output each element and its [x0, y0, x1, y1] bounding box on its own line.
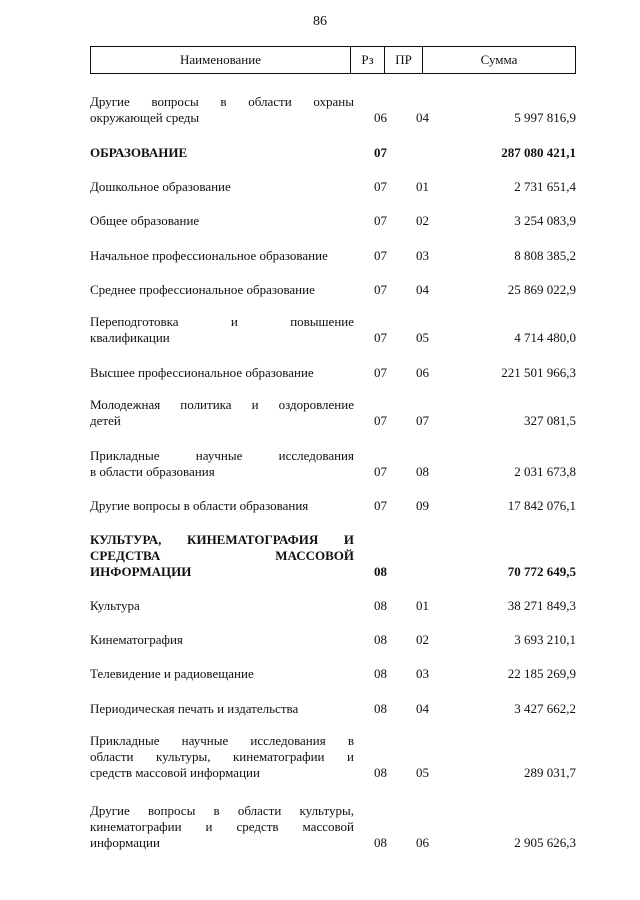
row-sum: 2 905 626,3 [514, 835, 576, 850]
row-rz: 08 [374, 564, 387, 579]
row-name-line: ОБРАЗОВАНИЕ [90, 145, 188, 160]
row-name-line: окружающей среды [90, 110, 200, 125]
row-pr: 02 [416, 632, 429, 647]
row-rz: 08 [374, 632, 387, 647]
row-name [90, 213, 354, 229]
row-name-line: Высшее профессиональное образование [90, 365, 314, 380]
row-pr: 02 [416, 213, 429, 228]
row-name-line: Кинематография [90, 632, 183, 647]
row-sum: 8 808 385,2 [514, 248, 576, 263]
row-name-line: Другие вопросы в области охраны [90, 94, 354, 109]
row-rz: 08 [374, 701, 387, 716]
row-name-line: КУЛЬТУРА, КИНЕМАТОГРАФИЯ И [90, 532, 354, 547]
row-sum: 3 254 083,9 [514, 213, 576, 228]
row-name-line: СРЕДСТВА МАССОВОЙ [90, 548, 354, 563]
row-name [90, 248, 354, 264]
row-name-line: Общее образование [90, 213, 200, 228]
table-row [90, 179, 576, 195]
row-sum: 70 772 649,5 [507, 564, 576, 579]
row-name [90, 282, 354, 298]
row-name-line: Прикладные научные исследования в [90, 733, 354, 748]
row-name-line: информации [90, 835, 160, 850]
row-pr: 03 [416, 666, 429, 681]
table-row [90, 632, 576, 648]
row-pr: 09 [416, 498, 429, 513]
row-rz: 07 [374, 282, 387, 297]
row-sum: 4 714 480,0 [514, 330, 576, 345]
table-row [90, 365, 576, 381]
row-pr: 06 [416, 365, 429, 380]
row-pr: 04 [416, 282, 429, 297]
row-name-line: Начальное профессиональное образование [90, 248, 328, 263]
row-pr: 08 [416, 464, 429, 479]
row-name-line: Прикладные научные исследования [90, 448, 354, 463]
table-row [90, 448, 576, 480]
table-row [90, 397, 576, 429]
row-sum: 221 501 966,3 [501, 365, 576, 380]
row-name-line: Молодежная политика и оздоровление [90, 397, 354, 412]
row-rz: 08 [374, 598, 387, 613]
row-sum: 3 427 662,2 [514, 701, 576, 716]
row-name [90, 314, 354, 346]
row-rz: 07 [374, 248, 387, 263]
table-row [90, 666, 576, 682]
row-name [90, 701, 354, 717]
row-pr: 06 [416, 835, 429, 850]
row-name [90, 365, 354, 381]
row-sum: 17 842 076,1 [507, 498, 576, 513]
row-rz: 07 [374, 464, 387, 479]
row-pr: 05 [416, 330, 429, 345]
row-name-line: средств массовой информации [90, 765, 260, 780]
header-rz: Рз [351, 47, 385, 73]
row-name-line: Культура [90, 598, 140, 613]
table-row [90, 733, 576, 781]
row-name-line: Среднее профессиональное образование [90, 282, 315, 297]
row-rz: 07 [374, 179, 387, 194]
table-row [90, 598, 576, 614]
row-name [90, 666, 354, 682]
table-row [90, 213, 576, 229]
table-row [90, 701, 576, 717]
table-row [90, 314, 576, 346]
table-header [90, 46, 576, 74]
row-sum: 25 869 022,9 [507, 282, 576, 297]
row-name [90, 94, 354, 126]
row-rz: 08 [374, 666, 387, 681]
row-rz: 07 [374, 330, 387, 345]
row-pr: 01 [416, 179, 429, 194]
row-pr: 04 [416, 110, 429, 125]
page-number: 86 [313, 14, 327, 29]
row-rz: 08 [374, 765, 387, 780]
row-sum: 2 731 651,4 [514, 179, 576, 194]
row-name [90, 632, 354, 648]
row-pr: 05 [416, 765, 429, 780]
row-rz: 07 [374, 365, 387, 380]
row-rz: 07 [374, 498, 387, 513]
header-name: Наименование [91, 47, 351, 73]
row-rz: 08 [374, 835, 387, 850]
row-rz: 07 [374, 145, 387, 160]
row-rz: 06 [374, 110, 387, 125]
row-name-line: области культуры, кинематографии и [90, 749, 354, 764]
row-name-line: в области образования [90, 464, 215, 479]
row-sum: 3 693 210,1 [514, 632, 576, 647]
row-sum: 2 031 673,8 [514, 464, 576, 479]
row-sum: 289 031,7 [524, 765, 576, 780]
row-name [90, 397, 354, 429]
table-row [90, 145, 576, 161]
row-sum: 22 185 269,9 [507, 666, 576, 681]
row-name-line: квалификации [90, 330, 170, 345]
row-name [90, 498, 354, 514]
header-sum: Сумма [480, 52, 518, 67]
row-name [90, 145, 354, 161]
row-sum: 287 080 421,1 [501, 145, 576, 160]
table-row [90, 803, 576, 851]
row-name [90, 733, 354, 781]
row-sum: 38 271 849,3 [507, 598, 576, 613]
row-sum: 5 997 816,9 [514, 110, 576, 125]
row-name [90, 448, 354, 480]
row-name-line: Дошкольное образование [90, 179, 231, 194]
row-name [90, 803, 354, 851]
row-pr: 03 [416, 248, 429, 263]
row-name-line: детей [90, 413, 121, 428]
row-pr: 07 [416, 413, 429, 428]
row-name-line: Телевидение и радиовещание [90, 666, 254, 681]
row-name-line: Другие вопросы в области культуры, [90, 803, 354, 818]
row-rz: 07 [374, 213, 387, 228]
row-name [90, 532, 354, 580]
table-row [90, 532, 576, 580]
table-row [90, 94, 576, 126]
row-name-line: Периодическая печать и издательства [90, 701, 299, 716]
row-name-line: Другие вопросы в области образования [90, 498, 309, 513]
row-name [90, 179, 354, 195]
table-row [90, 498, 576, 514]
row-sum: 327 081,5 [524, 413, 576, 428]
table-row [90, 248, 576, 264]
row-pr: 01 [416, 598, 429, 613]
row-pr: 04 [416, 701, 429, 716]
table-row [90, 282, 576, 298]
row-name [90, 598, 354, 614]
header-pr: ПР [385, 47, 423, 73]
row-rz: 07 [374, 413, 387, 428]
row-name-line: кинематографии и средств массовой [90, 819, 354, 834]
row-name-line: ИНФОРМАЦИИ [90, 564, 192, 579]
row-name-line: Переподготовка и повышение [90, 314, 354, 329]
